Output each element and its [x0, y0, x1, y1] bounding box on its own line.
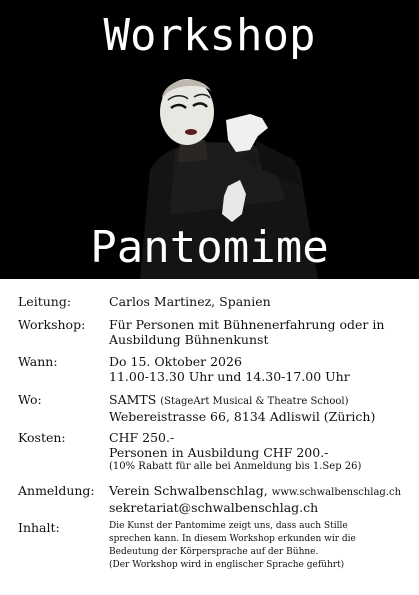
hero-banner — [0, 0, 419, 279]
inhalt-line-3: Bedeutung der Körpersprache auf der Bühne. — [109, 547, 319, 557]
label-anmeldung: Anmeldung: — [18, 483, 95, 498]
kosten-discount: (10% Rabatt für alle bei Anmeldung bis 1.Sep 26) — [109, 461, 362, 472]
label-kosten: Kosten: — [18, 430, 66, 445]
title-pantomime: Pantomime — [90, 222, 329, 273]
inhalt-line-4: (Der Workshop wird in englischer Sprache geführt) — [109, 560, 345, 570]
inhalt-line-2: sprechen kann. In diesem Workshop erkunden wir die — [109, 534, 356, 544]
wo-address: Webereistrasse 66, 8134 Adliswil (Zürich) — [109, 409, 376, 424]
leitung-value: Carlos Martinez, Spanien — [109, 294, 271, 309]
label-workshop: Workshop: — [18, 317, 86, 332]
anmeldung-website-link[interactable]: www.schwalbenschlag.ch — [271, 487, 402, 498]
kosten-price: CHF 250.- — [109, 430, 175, 445]
label-wann: Wann: — [18, 354, 58, 369]
inhalt-line-1: Die Kunst der Pantomime zeigt uns, dass auch Stille — [109, 521, 348, 531]
label-inhalt: Inhalt: — [18, 520, 60, 535]
kosten-price-students: Personen in Ausbildung CHF 200.- — [109, 445, 329, 460]
workshop-line-2: Ausbildung Bühnenkunst — [109, 332, 269, 347]
wann-times: 11.00-13.30 Uhr und 14.30-17.00 Uhr — [109, 369, 350, 384]
anmeldung-org: Verein Schwalbenschlag, — [109, 483, 268, 498]
anmeldung-email-link[interactable]: sekretariat@schwalbenschlag.ch — [109, 500, 319, 515]
workshop-line-1: Für Personen mit Bühnenerfahrung oder in — [109, 317, 385, 332]
label-wo: Wo: — [18, 392, 42, 407]
title-workshop: Workshop — [103, 10, 316, 61]
wo-venue: SAMTS — [109, 392, 157, 407]
wann-date: Do 15. Oktober 2026 — [109, 354, 242, 369]
label-leitung: Leitung: — [18, 294, 72, 309]
wo-venue-detail: (StageArt Musical & Theatre School) — [160, 396, 349, 407]
